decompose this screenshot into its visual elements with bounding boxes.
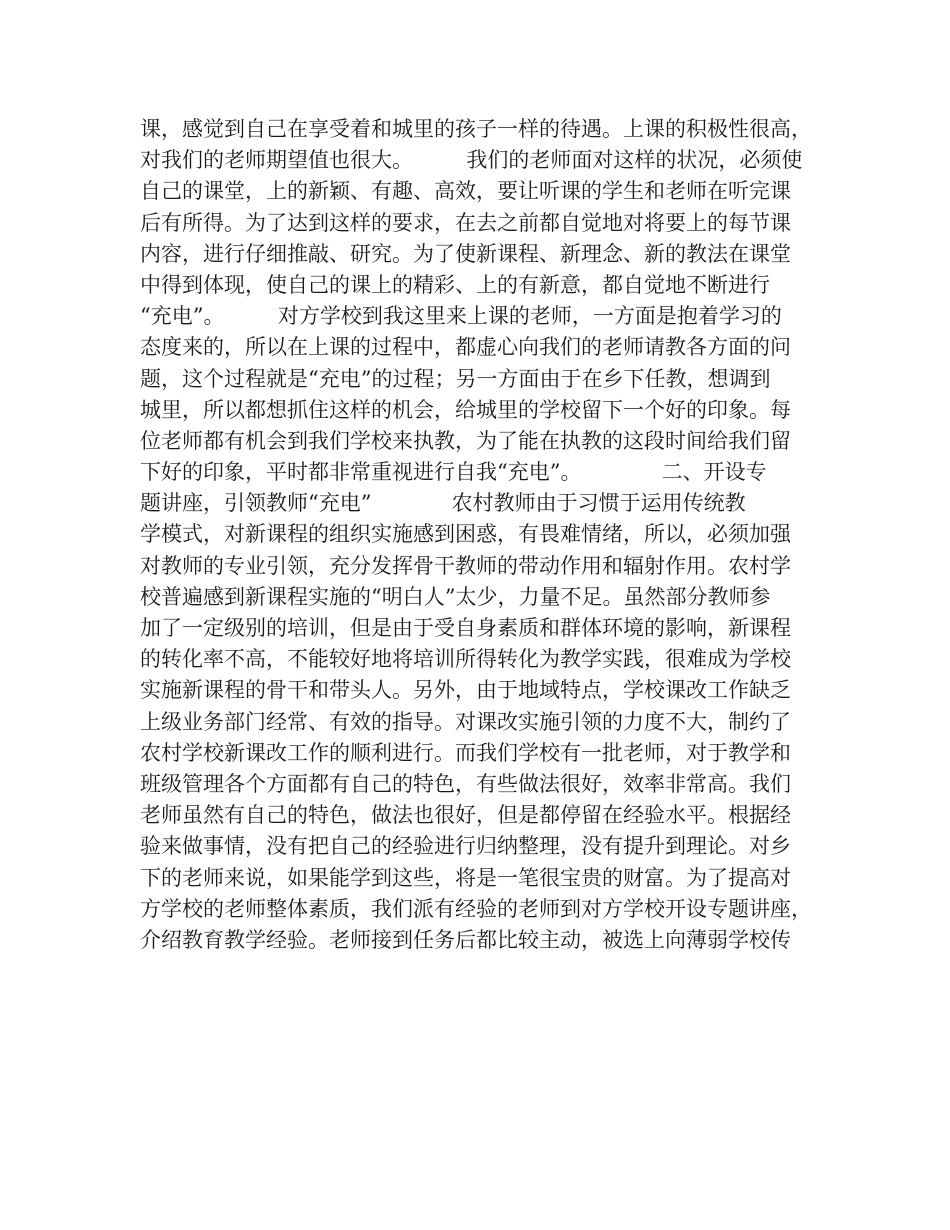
text-line-14: 学模式，对新课程的组织实施感到困惑，有畏难情绪，所以，必须加强 — [140, 522, 791, 547]
text-line-11: 位老师都有机会到我们学校来执教，为了能在执教的这段时间给我们留 — [140, 428, 791, 453]
text-line-12: 下好的印象，平时都非常重视进行自我“充电”。 二、开设专 — [140, 460, 767, 485]
text-line-25: 下的老师来说，如果能学到这些，将是一笔很宝贵的财富。为了提高对 — [140, 865, 791, 890]
text-line-18: 的转化率不高，不能较好地将培训所得转化为教学实践，很难成为学校 — [140, 647, 791, 672]
text-line-26: 方学校的老师整体素质，我们派有经验的老师到对方学校开设专题讲座， — [140, 896, 812, 921]
text-line-1: 课，感觉到自己在享受着和城里的孩子一样的待遇。上课的积极性很高， — [140, 117, 812, 141]
text-line-5: 内容，进行仔细推敲、研究。为了使新课程、新理念、新的教法在课堂 — [140, 241, 791, 266]
text-line-13: 题讲座，引领教师“充电” 农村教师由于习惯于运用传统教 — [140, 491, 746, 516]
text-line-19: 实施新课程的骨干和带头人。另外，由于地域特点，学校课改工作缺乏 — [140, 678, 791, 703]
text-line-7: “充电”。 对方学校到我这里来上课的老师，一方面是抱着学习的 — [140, 304, 782, 329]
text-line-15: 对教师的专业引领，充分发挥骨干教师的带动作用和辐射作用。农村学 — [140, 553, 791, 578]
body-text — [140, 114, 840, 956]
text-line-27: 介绍教育教学经验。老师接到任务后都比较主动，被选上向薄弱学校传 — [140, 927, 791, 952]
text-line-3: 自己的课堂，上的新颖、有趣、高效，要让听课的学生和老师在听完课 — [140, 179, 791, 204]
text-line-24: 验来做事情，没有把自己的经验进行归纳整理，没有提升到理论。对乡 — [140, 834, 791, 859]
text-line-10: 城里，所以都想抓住这样的机会，给城里的学校留下一个好的印象。每 — [140, 397, 791, 422]
text-line-8: 态度来的，所以在上课的过程中，都虚心向我们的老师请教各方面的问 — [140, 335, 791, 360]
text-line-2: 对我们的老师期望值也很大。 我们的老师面对这样的状况，必须使 — [140, 148, 803, 173]
text-line-20: 上级业务部门经常、有效的指导。对课改实施引领的力度不大，制约了 — [140, 709, 791, 734]
text-line-16: 校普遍感到新课程实施的“明白人”太少，力量不足。虽然部分教师参 — [140, 584, 771, 609]
text-line-9: 题，这个过程就是“充电”的过程；另一方面由于在乡下任教，想调到 — [140, 366, 771, 391]
text-line-23: 老师虽然有自己的特色，做法也很好，但是都停留在经验水平。根据经 — [140, 803, 791, 828]
text-line-4: 后有所得。为了达到这样的要求，在去之前都自觉地对将要上的每节课 — [140, 210, 791, 235]
text-line-22: 班级管理各个方面都有自己的特色，有些做法很好，效率非常高。我们 — [140, 771, 791, 796]
text-line-6: 中得到体现，使自己的课上的精彩、上的有新意，都自觉地不断进行 — [140, 272, 770, 297]
text-line-21: 农村学校新课改工作的顺利进行。而我们学校有一批老师，对于教学和 — [140, 740, 791, 765]
text-line-17: 加了一定级别的培训，但是由于受自身素质和群体环境的影响，新课程 — [140, 616, 791, 640]
